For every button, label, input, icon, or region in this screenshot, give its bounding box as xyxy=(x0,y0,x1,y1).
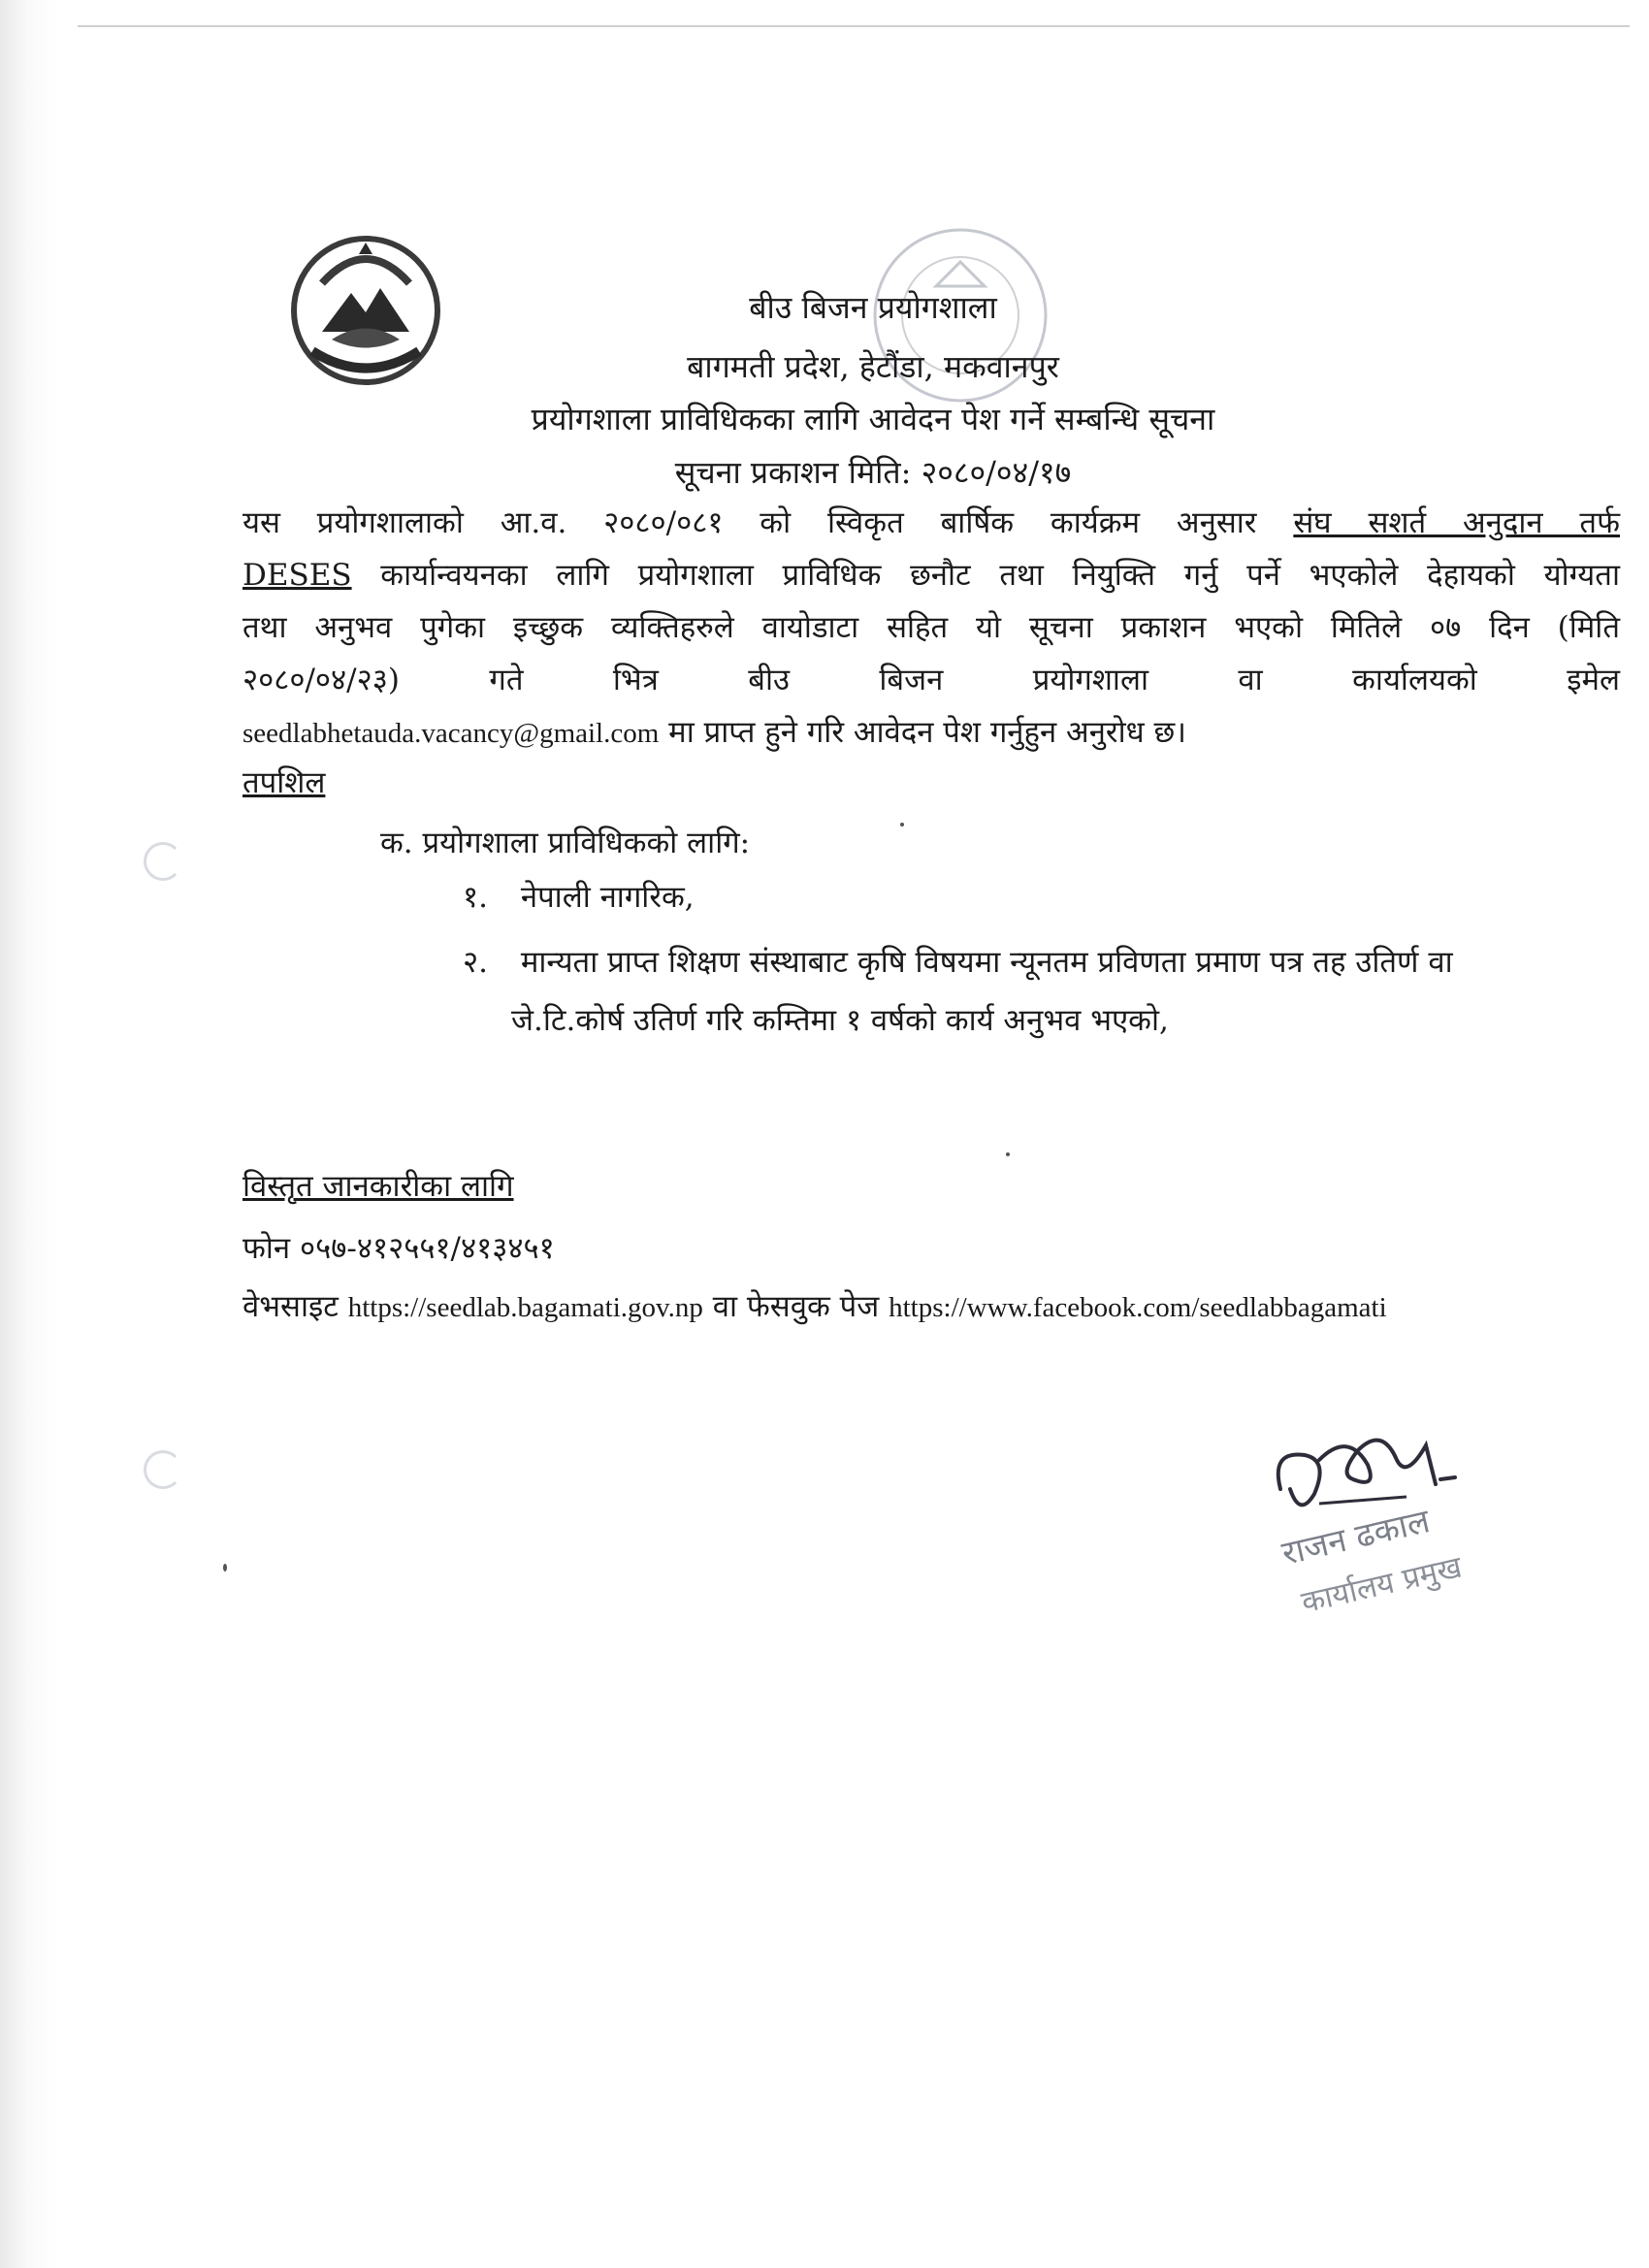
publication-date-line xyxy=(330,453,1416,492)
notice-line-2 xyxy=(242,549,1620,601)
scan-speck xyxy=(223,1564,227,1571)
notice-line-4: २०८०/०४/२३) गते भित्र बीउ बिजन प्रयोगशाला वा कार्यालयको इमेल xyxy=(242,663,1620,697)
details-heading: तपशिल xyxy=(242,765,326,800)
contact-heading: विस्तृत जानकारीका लागि xyxy=(242,1169,514,1204)
notice-line-1 xyxy=(242,497,1620,549)
program-code: DESES xyxy=(242,558,352,593)
notice-text: यस प्रयोगशालाको आ.व. २०८०/०८१ को स्विकृत बार्षिक कार्यक्रम अनुसार xyxy=(242,505,1257,540)
notice-text: कार्यान्वयनका लागि प्रयोगशाला प्राविधिक छनौट तथा नियुक्ति गर्नु पर्ने भएकोले देहायको योग्यता xyxy=(380,558,1620,593)
list-item xyxy=(463,878,695,917)
publication-date-label: सूचना प्रकाशन मिति: xyxy=(674,454,912,491)
list-item-text: मान्यता प्राप्त शिक्षण संस्थाबाट कृषि विषयमा न्यूनतम प्रविणता प्रमाण पत्र तह उतिर्ण वा xyxy=(520,945,1453,980)
notice-line-5 xyxy=(242,706,1620,760)
phone-number: ०५७-४१२५५१/४१३४५१ xyxy=(300,1231,555,1266)
email-link[interactable]: seedlabhetauda.vacancy@gmail.com xyxy=(242,718,660,749)
list-item-text: नेपाली नागरिक, xyxy=(520,880,695,915)
list-item xyxy=(463,943,1453,982)
website-line xyxy=(242,1287,1387,1327)
punch-hole-mark xyxy=(144,842,182,881)
org-name: बीउ बिजन प्रयोगशाला xyxy=(749,289,997,326)
list-item-number: १. xyxy=(463,880,488,915)
phone-label: फोन xyxy=(242,1231,291,1266)
phone-line xyxy=(242,1229,555,1268)
notice-subject: प्रयोगशाला प्राविधिकका लागि आवेदन पेश गर्ने सम्बन्धि सूचना xyxy=(531,401,1215,437)
facebook-label: वा फेसवुक पेज xyxy=(712,1289,880,1324)
facebook-link[interactable]: https://www.facebook.com/seedlabbagamati xyxy=(889,1292,1387,1323)
notice-text: मा प्राप्त हुने गरि आवेदन पेश गर्नुहुन अनुरोध छ। xyxy=(668,715,1187,750)
notice-line-3: तथा अनुभव पुगेका इच्छुक व्यक्तिहरुले वायोडाटा सहित यो सूचना प्रकाशन भएको मितिले ०७ दिन (मिति xyxy=(242,610,1620,645)
scan-speck xyxy=(900,823,904,826)
list-item-number: २. xyxy=(463,945,488,980)
website-link[interactable]: https://seedlab.bagamati.gov.np xyxy=(347,1292,703,1323)
website-label: वेभसाइट xyxy=(242,1289,339,1324)
signatory-title: कार्यालय प्रमुख xyxy=(1298,1549,1466,1621)
list-item-continuation: जे.टि.कोर्ष उतिर्ण गरि कम्तिमा १ वर्षको कार्य अनुभव भएको, xyxy=(511,1003,1169,1038)
notice-underlined-text: संघ सशर्त अनुदान तर्फ xyxy=(1293,505,1620,540)
org-address: बागमती प्रदेश, हेटौंडा, मकवानपुर xyxy=(687,348,1059,385)
signatory-name: राजन ढकाल xyxy=(1277,1502,1434,1573)
publication-date: २०८०/०४/१७ xyxy=(921,454,1072,491)
scan-top-edge xyxy=(78,25,1630,27)
scan-speck xyxy=(1006,1152,1010,1156)
punch-hole-mark xyxy=(144,1450,182,1489)
section-title: क. प्रयोगशाला प्राविधिकको लागि: xyxy=(380,826,751,860)
